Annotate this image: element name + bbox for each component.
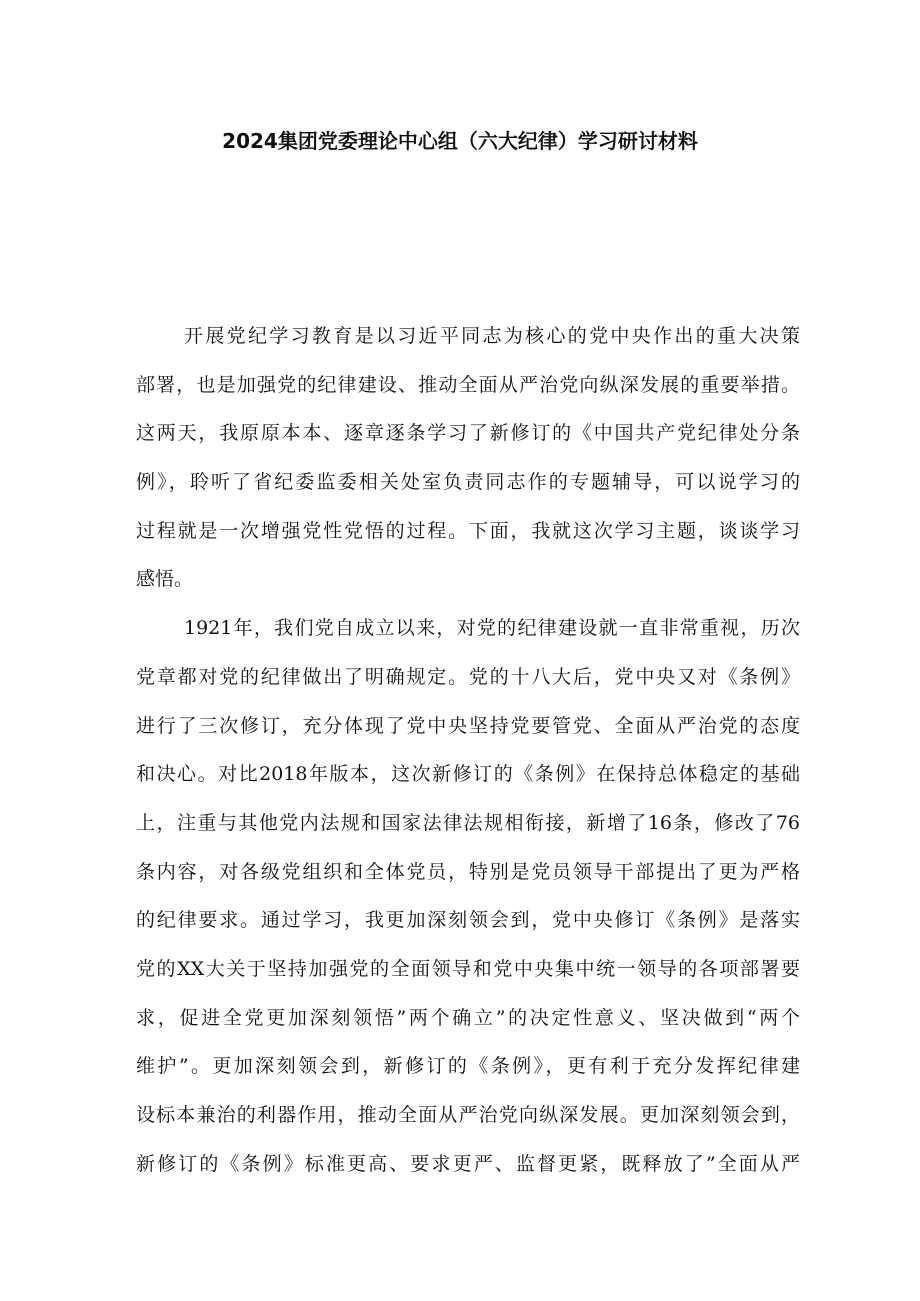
- paragraph-line: 新修订的《条例》标准更高、要求更严、监督更紧，既释放了”全面从严: [136, 1152, 800, 1175]
- document-body: [136, 312, 800, 1188]
- paragraph-line: 求，促进全党更加深刻领悟”两个确立”的决定性意义、坚决做到“两个: [136, 1006, 800, 1029]
- paragraph-line: 设标本兼治的利器作用，推动全面从严治党向纵深发展。更加深刻领会到，: [136, 1104, 800, 1126]
- paragraph-line: 党章都对党的纪律做出了明确规定。党的十八大后，党中央又对《条例》: [136, 665, 800, 688]
- document-title: 2024集团党委理论中心组（六大纪律）学习研讨材料: [222, 129, 698, 153]
- paragraph-line: 进行了三次修订，充分体现了党中央坚持党要管党、全面从严治党的态度: [136, 714, 800, 737]
- paragraph-line: 感悟。: [136, 568, 194, 591]
- paragraph-line: 这两天，我原原本本、逐章逐条学习了新修订的《中国共产党纪律处分条: [136, 422, 800, 445]
- paragraph-line: 上，注重与其他党内法规和国家法律法规相衔接，新增了16条，修改了76: [136, 811, 800, 834]
- paragraph-line: 条内容，对各级党组织和全体党员，特别是党员领导干部提出了更为严格: [136, 860, 800, 883]
- paragraph-line: 1921年，我们党自成立以来，对党的纪律建设就一直非常重视，历次: [184, 617, 800, 640]
- paragraph-line: 过程就是一次增强党性党悟的过程。下面，我就这次学习主题，谈谈学习: [136, 519, 800, 542]
- paragraph-line: 党的XX大关于坚持加强党的全面领导和党中央集中统一领导的各项部署要: [136, 957, 800, 980]
- paragraph-line: 部署，也是加强党的纪律建设、推动全面从严治党向纵深发展的重要举措。: [136, 373, 800, 396]
- paragraph-line: 和决心。对比2018年版本，这次新修订的《条例》在保持总体稳定的基础: [136, 763, 800, 786]
- paragraph-line: 例》，聆听了省纪委监委相关处室负责同志作的专题辅导，可以说学习的: [136, 471, 800, 494]
- paragraph-line: 开展党纪学习教育是以习近平同志为核心的党中央作出的重大决策: [184, 325, 800, 347]
- paragraph-line: 的纪律要求。通过学习，我更加深刻领会到，党中央修订《条例》是落实: [136, 909, 800, 932]
- paragraph-line: 维护”。更加深刻领会到，新修订的《条例》，更有利于充分发挥纪律建: [136, 1055, 800, 1078]
